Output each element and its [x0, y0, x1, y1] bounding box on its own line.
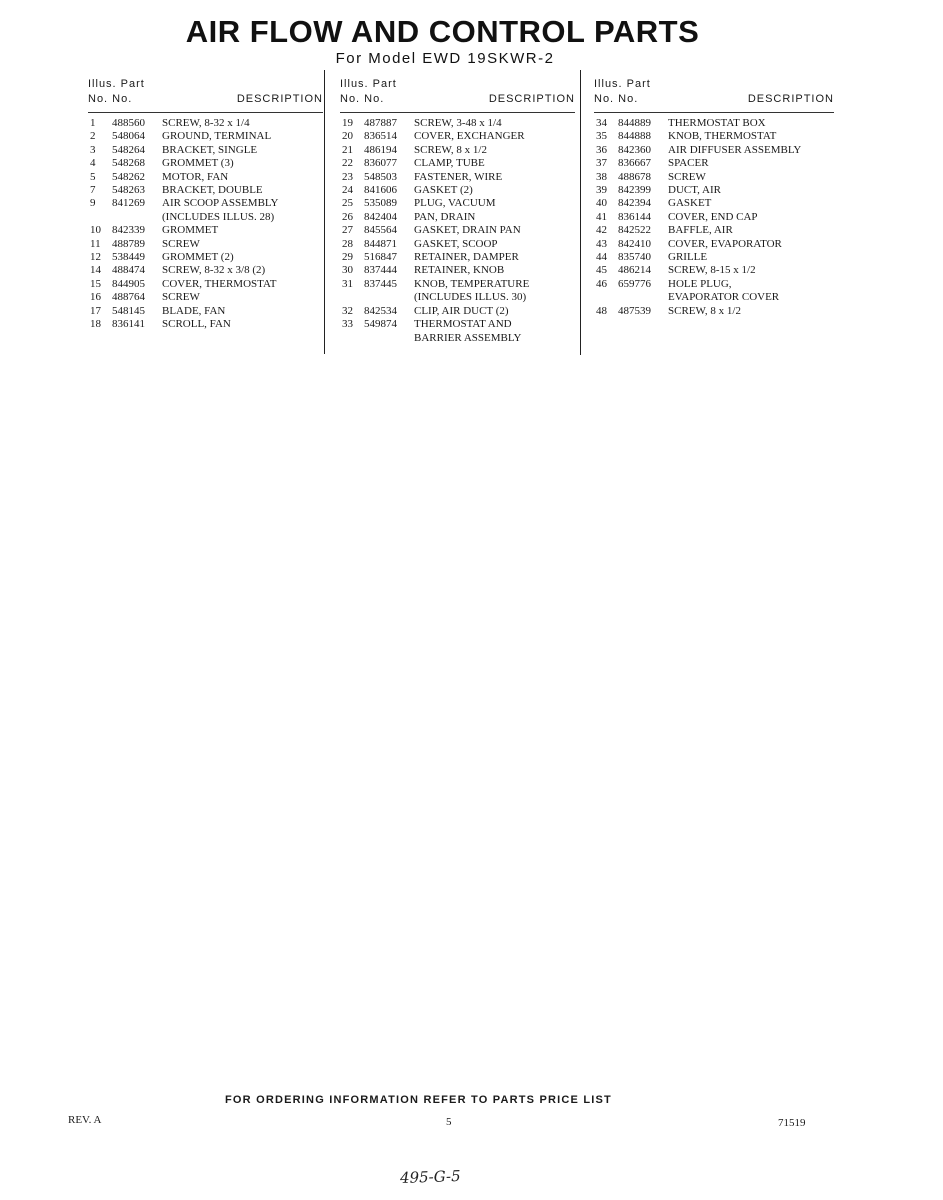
part-row — [88, 291, 323, 304]
no-label: No. No. — [594, 93, 639, 105]
part-description: AIR SCOOP ASSEMBLY — [162, 197, 279, 210]
illus-number: 11 — [90, 237, 101, 250]
part-row — [594, 144, 834, 157]
part-number: 516847 — [364, 251, 397, 264]
part-number: 842360 — [618, 143, 651, 156]
part-number: 488560 — [112, 117, 145, 129]
part-row — [88, 251, 323, 264]
part-description: BLADE, FAN — [162, 304, 226, 317]
part-description: SCREW — [668, 170, 706, 183]
illus-number: 12 — [90, 251, 101, 264]
part-description: COVER, END CAP — [668, 210, 758, 223]
part-description: BARRIER ASSEMBLY — [414, 331, 522, 344]
illus-number: 37 — [596, 157, 607, 170]
part-row — [594, 197, 834, 210]
part-row — [340, 157, 575, 170]
part-number: 659776 — [618, 277, 651, 290]
part-row — [594, 291, 834, 304]
part-description: GROMMET — [162, 224, 219, 237]
part-row — [340, 224, 575, 237]
illus-number: 3 — [90, 143, 96, 156]
document-number: 71519 — [778, 1117, 806, 1129]
part-row — [88, 224, 323, 237]
illus-number: 45 — [596, 264, 607, 277]
part-description: DUCT, AIR — [668, 184, 721, 197]
part-number: 844889 — [618, 117, 651, 129]
part-description: THERMOSTAT BOX — [668, 117, 766, 129]
illus-number: 40 — [596, 197, 607, 210]
part-number: 548145 — [112, 304, 145, 317]
illus-number — [594, 291, 618, 304]
part-number: 488678 — [618, 170, 651, 183]
illus-number: 33 — [342, 318, 353, 331]
part-number — [364, 332, 414, 345]
illus-part-label: Illus. Part — [594, 78, 651, 90]
part-description: AIR DIFFUSER ASSEMBLY — [668, 143, 802, 156]
part-row — [594, 278, 834, 291]
part-description: GRILLE — [668, 251, 708, 264]
part-description: GROMMET (2) — [162, 251, 234, 264]
illus-number: 15 — [90, 277, 101, 290]
part-row — [340, 197, 575, 210]
illus-number: 39 — [596, 184, 607, 197]
part-row — [340, 211, 575, 224]
illus-number: 5 — [90, 170, 96, 183]
part-number — [112, 211, 162, 224]
ordering-note: FOR ORDERING INFORMATION REFER TO PARTS PRICE LIST — [225, 1094, 612, 1106]
illus-number: 2 — [90, 130, 96, 143]
part-row — [88, 318, 323, 331]
part-row — [340, 318, 575, 331]
part-row — [88, 117, 323, 130]
part-number: 487887 — [364, 117, 397, 129]
illus-number: 32 — [342, 304, 353, 317]
part-row — [340, 171, 575, 184]
part-row — [340, 130, 575, 143]
part-number: 549874 — [364, 318, 397, 331]
description-label: DESCRIPTION — [488, 93, 575, 105]
part-description: SPACER — [668, 157, 709, 170]
part-number: 836141 — [112, 318, 145, 331]
part-row — [88, 157, 323, 170]
part-number: 836514 — [364, 130, 397, 143]
part-row — [594, 157, 834, 170]
illus-number: 18 — [90, 318, 101, 331]
part-description: SCREW — [162, 291, 200, 304]
illus-number — [88, 211, 112, 224]
illus-number: 29 — [342, 251, 353, 264]
part-number: 486214 — [618, 264, 651, 277]
part-description: (INCLUDES ILLUS. 30) — [414, 291, 527, 304]
illus-number: 46 — [596, 277, 607, 290]
part-number: 844871 — [364, 237, 397, 250]
part-description: PAN, DRAIN — [414, 210, 476, 223]
part-description: EVAPORATOR COVER — [668, 291, 780, 304]
illus-part-label: Illus. Part — [340, 78, 397, 90]
illus-part-label: Illus. Part — [88, 78, 145, 90]
part-row — [88, 264, 323, 277]
part-number: 842534 — [364, 304, 397, 317]
part-number — [364, 291, 414, 304]
illus-number: 38 — [596, 170, 607, 183]
illus-number: 26 — [342, 210, 353, 223]
part-row — [88, 197, 323, 210]
illus-number: 16 — [90, 291, 101, 304]
parts-column-3 — [594, 76, 834, 318]
part-number: 837445 — [364, 277, 397, 290]
illus-number: 44 — [596, 251, 607, 264]
page-title: AIR FLOW AND CONTROL PARTS — [185, 14, 700, 49]
part-description: GROUND, TERMINAL — [162, 130, 272, 143]
illus-number: 22 — [342, 157, 353, 170]
part-number: 538449 — [112, 251, 145, 264]
part-row — [594, 238, 834, 251]
parts-list — [340, 117, 575, 345]
part-description: SCREW, 8 x 1/2 — [414, 143, 487, 156]
illus-number: 36 — [596, 143, 607, 156]
part-number: 548064 — [112, 130, 145, 143]
part-description: HOLE PLUG, — [668, 277, 732, 290]
part-number: 548264 — [112, 143, 145, 156]
part-row — [88, 171, 323, 184]
illus-number: 27 — [342, 224, 353, 237]
illus-number: 21 — [342, 143, 353, 156]
part-number: 836144 — [618, 210, 651, 223]
part-row — [88, 130, 323, 143]
part-description: RETAINER, DAMPER — [414, 251, 519, 264]
part-description: SCREW, 3-48 x 1/4 — [414, 117, 502, 129]
column-header — [594, 76, 834, 113]
column-divider — [580, 70, 581, 355]
part-description: COVER, THERMOSTAT — [162, 277, 277, 290]
illus-number: 20 — [342, 130, 353, 143]
part-description: FASTENER, WIRE — [414, 170, 503, 183]
part-row — [594, 117, 834, 130]
part-row — [340, 251, 575, 264]
illus-number — [340, 291, 364, 304]
part-number: 535089 — [364, 197, 397, 210]
part-description: CLAMP, TUBE — [414, 157, 485, 170]
description-label: DESCRIPTION — [747, 93, 834, 105]
part-number: 548503 — [364, 170, 397, 183]
part-description: COVER, EVAPORATOR — [668, 237, 782, 250]
part-description: BRACKET, SINGLE — [162, 143, 258, 156]
no-label: No. No. — [88, 93, 133, 105]
part-row — [88, 305, 323, 318]
part-number: 487539 — [618, 304, 651, 317]
part-number: 842404 — [364, 210, 397, 223]
part-number — [618, 291, 668, 304]
part-number: 836667 — [618, 157, 651, 170]
part-row — [594, 171, 834, 184]
part-row — [88, 211, 323, 224]
part-number: 486194 — [364, 143, 397, 156]
part-description: KNOB, THERMOSTAT — [668, 130, 777, 143]
part-number: 837444 — [364, 264, 397, 277]
part-number: 842522 — [618, 224, 651, 237]
illus-number: 28 — [342, 237, 353, 250]
part-number: 842339 — [112, 224, 145, 237]
part-row — [340, 264, 575, 277]
column-divider — [324, 70, 325, 354]
part-description: KNOB, TEMPERATURE — [414, 277, 530, 290]
part-row — [340, 291, 575, 304]
illus-number: 17 — [90, 304, 101, 317]
illus-number: 48 — [596, 304, 607, 317]
part-row — [340, 305, 575, 318]
part-number: 841269 — [112, 197, 145, 210]
part-number: 835740 — [618, 251, 651, 264]
illus-number: 34 — [596, 117, 607, 129]
illus-number: 1 — [90, 117, 96, 129]
illus-number: 23 — [342, 170, 353, 183]
part-description: SCREW — [162, 237, 200, 250]
column-header — [340, 76, 575, 113]
revision-label: REV. A — [68, 1114, 102, 1126]
part-number: 842394 — [618, 197, 651, 210]
part-row — [88, 144, 323, 157]
part-row — [594, 130, 834, 143]
part-row — [88, 278, 323, 291]
part-number: 844888 — [618, 130, 651, 143]
part-description: GASKET, SCOOP — [414, 237, 498, 250]
illus-number: 31 — [342, 277, 353, 290]
part-row — [594, 305, 834, 318]
part-row — [340, 117, 575, 130]
part-number: 548268 — [112, 157, 145, 170]
part-number: 842410 — [618, 237, 651, 250]
parts-list — [594, 117, 834, 318]
part-row — [594, 251, 834, 264]
part-description: GROMMET (3) — [162, 157, 234, 170]
column-header — [88, 76, 323, 113]
part-description: SCREW, 8-15 x 1/2 — [668, 264, 756, 277]
part-number: 548262 — [112, 170, 145, 183]
part-description: BRACKET, DOUBLE — [162, 184, 263, 197]
illus-number: 4 — [90, 157, 96, 170]
part-row — [594, 224, 834, 237]
part-description: GASKET — [668, 197, 712, 210]
illus-number — [340, 332, 364, 345]
illus-number: 42 — [596, 224, 607, 237]
illus-number: 43 — [596, 237, 607, 250]
part-description: MOTOR, FAN — [162, 170, 229, 183]
part-number: 488789 — [112, 237, 145, 250]
part-number: 844905 — [112, 277, 145, 290]
part-description: SCROLL, FAN — [162, 318, 231, 331]
part-description: CLIP, AIR DUCT (2) — [414, 304, 509, 317]
model-subtitle: For Model EWD 19SKWR-2 — [335, 50, 555, 67]
part-row — [340, 184, 575, 197]
part-description: THERMOSTAT AND — [414, 318, 512, 331]
part-row — [340, 332, 575, 345]
part-description: (INCLUDES ILLUS. 28) — [162, 210, 275, 223]
part-row — [88, 184, 323, 197]
part-description: COVER, EXCHANGER — [414, 130, 525, 143]
part-row — [340, 238, 575, 251]
parts-column-1 — [88, 76, 323, 332]
description-label: DESCRIPTION — [236, 93, 323, 105]
part-number: 842399 — [618, 184, 651, 197]
part-description: GASKET (2) — [414, 184, 473, 197]
part-number: 836077 — [364, 157, 397, 170]
handwritten-note: 495-G-5 — [399, 1166, 461, 1188]
part-number: 845564 — [364, 224, 397, 237]
part-number: 841606 — [364, 184, 397, 197]
no-label: No. No. — [340, 93, 385, 105]
illus-number: 24 — [342, 184, 353, 197]
part-description: SCREW, 8-32 x 1/4 — [162, 117, 250, 129]
part-row — [594, 264, 834, 277]
part-description: BAFFLE, AIR — [668, 224, 733, 237]
page-number: 5 — [446, 1116, 452, 1128]
part-row — [594, 211, 834, 224]
illus-number: 30 — [342, 264, 353, 277]
illus-number: 35 — [596, 130, 607, 143]
part-description: SCREW, 8-32 x 3/8 (2) — [162, 264, 266, 277]
parts-list — [88, 117, 323, 332]
illus-number: 19 — [342, 117, 353, 129]
illus-number: 25 — [342, 197, 353, 210]
illus-number: 10 — [90, 224, 101, 237]
part-description: RETAINER, KNOB — [414, 264, 505, 277]
parts-column-2 — [340, 76, 575, 345]
part-description: SCREW, 8 x 1/2 — [668, 304, 741, 317]
illus-number: 9 — [90, 197, 96, 210]
illus-number: 7 — [90, 184, 96, 197]
part-number: 488764 — [112, 291, 145, 304]
part-number: 488474 — [112, 264, 145, 277]
part-number: 548263 — [112, 184, 145, 197]
part-description: PLUG, VACUUM — [414, 197, 496, 210]
part-row — [594, 184, 834, 197]
part-row — [88, 238, 323, 251]
illus-number: 14 — [90, 264, 101, 277]
part-row — [340, 278, 575, 291]
illus-number: 41 — [596, 210, 607, 223]
part-description: GASKET, DRAIN PAN — [414, 224, 521, 237]
part-row — [340, 144, 575, 157]
